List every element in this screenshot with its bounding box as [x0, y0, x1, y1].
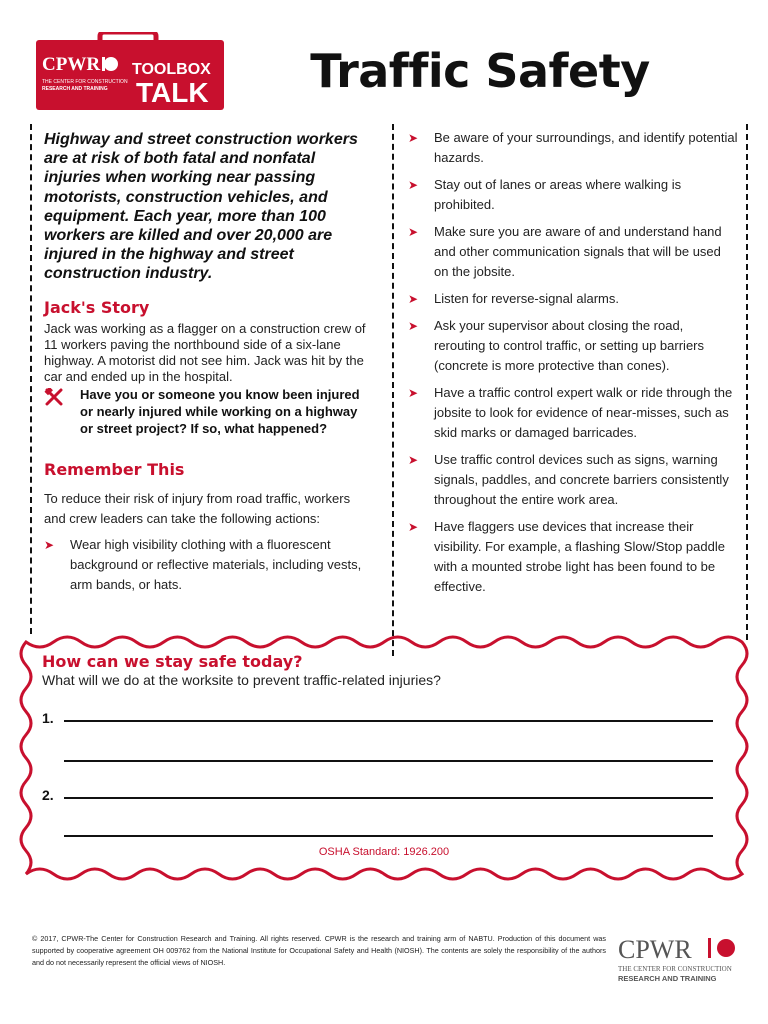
- logo-badge-toolbox: TOOLBOX: [132, 61, 211, 78]
- logo-brand: CPWR: [42, 54, 101, 75]
- footer-copyright: © 2017, CPWR-The Center for Construction Research and Training. All rights reserved. CPWR is the research and training arm of NABTU. Production of this document was supported by cooperative agreement OH 009762 from the National Institute for Occupational Safety and Health (NIOSH). The contents are solely the responsibility of the authors and do not necessarily represent the official views of NIOSH.: [32, 934, 606, 967]
- arrow-bullet-icon: ➤: [408, 131, 419, 145]
- jacks-story-heading: Jack's Story: [44, 297, 150, 317]
- answer-line-1b[interactable]: [64, 760, 713, 762]
- bullet-text: Listen for reverse-signal alarms.: [434, 291, 619, 306]
- osha-standard: OSHA Standard: 1926.200: [318, 846, 450, 858]
- remember-heading: Remember This: [44, 460, 185, 479]
- arrow-bullet-icon: ➤: [408, 292, 419, 306]
- logo-tagline-1: THE CENTER FOR CONSTRUCTION: [42, 79, 128, 85]
- footer-logo-brand: CPWR: [618, 935, 692, 964]
- logo-badge-talk: TALK: [136, 77, 209, 108]
- answer-number-2: 2.: [42, 787, 54, 803]
- answer-line-2[interactable]: [64, 797, 713, 799]
- question-text: Have you or someone you know been injured or nearly injured while working on a highway or street project? If so, what happened?: [80, 387, 360, 436]
- bullet-text: Use traffic control devices such as signs, warning signals, paddles, and concrete barriers consistently throughout the entire work area.: [434, 452, 729, 507]
- arrow-bullet-icon: ➤: [408, 520, 419, 534]
- arrow-bullet-icon: ➤: [408, 225, 419, 239]
- bullet-text: Be aware of your surroundings, and identify potential hazards.: [434, 130, 738, 165]
- footer-logo-line1: THE CENTER FOR CONSTRUCTION: [618, 965, 732, 973]
- arrow-bullet-icon: ➤: [408, 178, 419, 192]
- answer-line-2b[interactable]: [64, 835, 713, 837]
- bullet-text: Have flaggers use devices that increase their visibility. For example, a flashing Slow/Stop paddle with a mounted strobe light has been found to be effective.: [434, 519, 725, 594]
- arrow-bullet-icon: ➤: [408, 319, 419, 333]
- safe-today-question: What will we do at the worksite to prevent traffic-related injuries?: [42, 672, 441, 688]
- answer-number-1: 1.: [42, 710, 54, 726]
- answer-line-1[interactable]: [64, 720, 713, 722]
- jacks-story-text: Jack was working as a flagger on a construction crew of 11 workers paving the northbound side of a six-lane highway. A motorist did not see him. Jack was hit by the car and ended up in the hospital.: [44, 320, 366, 384]
- logo-tagline-2: RESEARCH AND TRAINING: [42, 86, 108, 92]
- remember-intro: To reduce their risk of injury from road traffic, workers and crew leaders can take the following actions:: [44, 491, 351, 526]
- intro-paragraph: Highway and street construction workers are at risk of both fatal and nonfatal injuries when working near passing motorists, construction vehicles, and equipment. Each year, more than 100 workers are killed and over 20,000 are injured in the highway and street construction industry.: [44, 131, 358, 283]
- bullet-text: Have a traffic control expert walk or ride through the jobsite to look for evidence of near-misses, such as skid marks or damaged barricades.: [434, 385, 733, 440]
- page-title: Traffic Safety: [310, 44, 650, 98]
- bullet-text: Wear high visibility clothing with a fluorescent background or reflective materials, including vests, arm bands, or hats.: [70, 537, 362, 592]
- bullet-text: Make sure you are aware of and understand hand and other communication signals that will be used on the jobsite.: [434, 224, 722, 279]
- bullet-text: Ask your supervisor about closing the road, rerouting to control traffic, or setting up barriers (concrete is more protective than cones).: [434, 318, 704, 373]
- arrow-bullet-icon: ➤: [44, 538, 55, 552]
- cpwr-footer-logo: [614, 928, 744, 988]
- bullet-text: Stay out of lanes or areas where walking is prohibited.: [434, 177, 682, 212]
- arrow-bullet-icon: ➤: [408, 386, 419, 400]
- safe-today-heading: How can we stay safe today?: [42, 652, 303, 671]
- arrow-bullet-icon: ➤: [408, 453, 419, 467]
- footer-logo-line2: RESEARCH AND TRAINING: [618, 974, 717, 983]
